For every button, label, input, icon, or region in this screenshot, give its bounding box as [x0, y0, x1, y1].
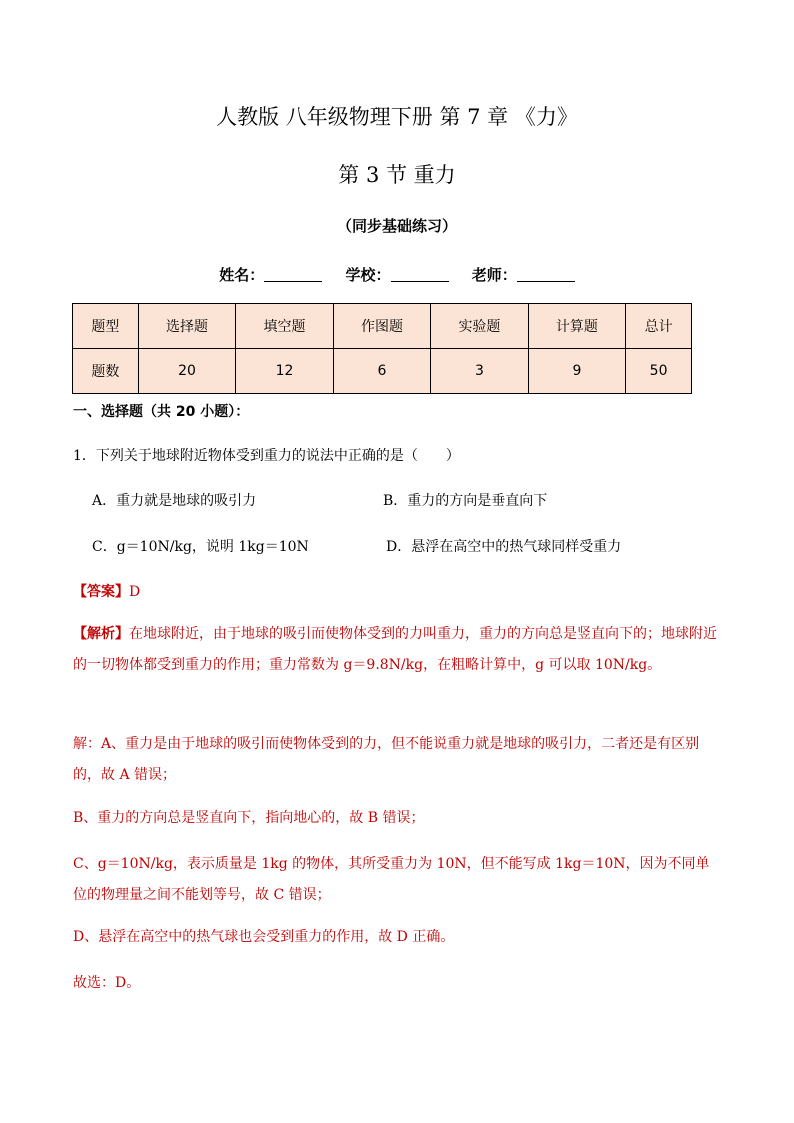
table-cell: 3	[431, 349, 528, 394]
table-header-row	[73, 304, 692, 349]
school-label: 学校：	[345, 266, 391, 284]
option-c: C．g＝10N/kg，说明 1kg＝10N	[92, 539, 309, 555]
table-cell: 填空题	[236, 304, 333, 349]
name-label: 姓名：	[219, 266, 265, 284]
question-stats-table	[72, 303, 692, 394]
table-cell: 总计	[626, 304, 692, 349]
analysis-paragraph	[73, 619, 721, 681]
final-choice: 故选：D。	[73, 975, 141, 991]
table-cell: 50	[626, 349, 692, 394]
solution-line-d: D、悬浮在高空中的热气球也会受到重力的作用，故 D 正确。	[73, 929, 455, 945]
option-d: D．悬浮在高空中的热气球同样受重力	[386, 539, 622, 555]
table-cell: 20	[138, 349, 235, 394]
subtitle: （同步基础练习）	[336, 217, 457, 235]
section-heading: 一、选择题（共 20 小题）：	[73, 404, 250, 420]
answer-tag: 【答案】	[73, 584, 129, 600]
table-cell: 12	[236, 349, 333, 394]
table-cell: 实验题	[431, 304, 528, 349]
option-b: B．重力的方向是垂直向下	[383, 493, 548, 509]
document-title: 人教版 八年级物理下册 第 7 章 《力》	[216, 105, 578, 129]
student-info-line	[0, 264, 794, 285]
answer-line	[73, 581, 140, 601]
teacher-label: 老师：	[471, 266, 517, 284]
option-a: A．重力就是地球的吸引力	[92, 493, 257, 509]
analysis-tag: 【解析】	[73, 626, 129, 642]
table-cell: 9	[528, 349, 625, 394]
analysis-text: 在地球附近，由于地球的吸引而使物体受到的力叫重力，重力的方向总是竖直向下的；地球附近的一切物体都受到重力的作用；重力常数为 g＝9.8N/kg，在粗略计算中，g 可以取 10N/kg。	[73, 626, 717, 673]
name-blank[interactable]	[264, 266, 322, 282]
table-row	[73, 349, 692, 394]
table-cell: 6	[333, 349, 430, 394]
solution-line-a: 解：A、重力是由于地球的吸引而使物体受到的力，但不能说重力就是地球的吸引力，二者还是有区别的，故 A 错误；	[73, 736, 700, 783]
table-cell: 选择题	[138, 304, 235, 349]
solution-line-b: B、重力的方向总是竖直向下，指向地心的，故 B 错误；	[73, 810, 425, 826]
section-title: 第 3 节 重力	[338, 163, 456, 187]
question-stem: 1．下列关于地球附近物体受到重力的说法中正确的是（ ）	[73, 448, 460, 464]
table-cell: 题型	[73, 304, 139, 349]
table-cell: 作图题	[333, 304, 430, 349]
solution-line-c: C、g＝10N/kg，表示质量是 1kg 的物体，其所受重力为 10N，但不能写成 1kg＝10N，因为不同单位的物理量之间不能划等号，故 C 错误；	[73, 856, 710, 903]
school-blank[interactable]	[391, 266, 449, 282]
answer-value: D	[129, 584, 141, 600]
table-cell: 计算题	[528, 304, 625, 349]
teacher-blank[interactable]	[517, 266, 575, 282]
table-cell: 题数	[73, 349, 139, 394]
